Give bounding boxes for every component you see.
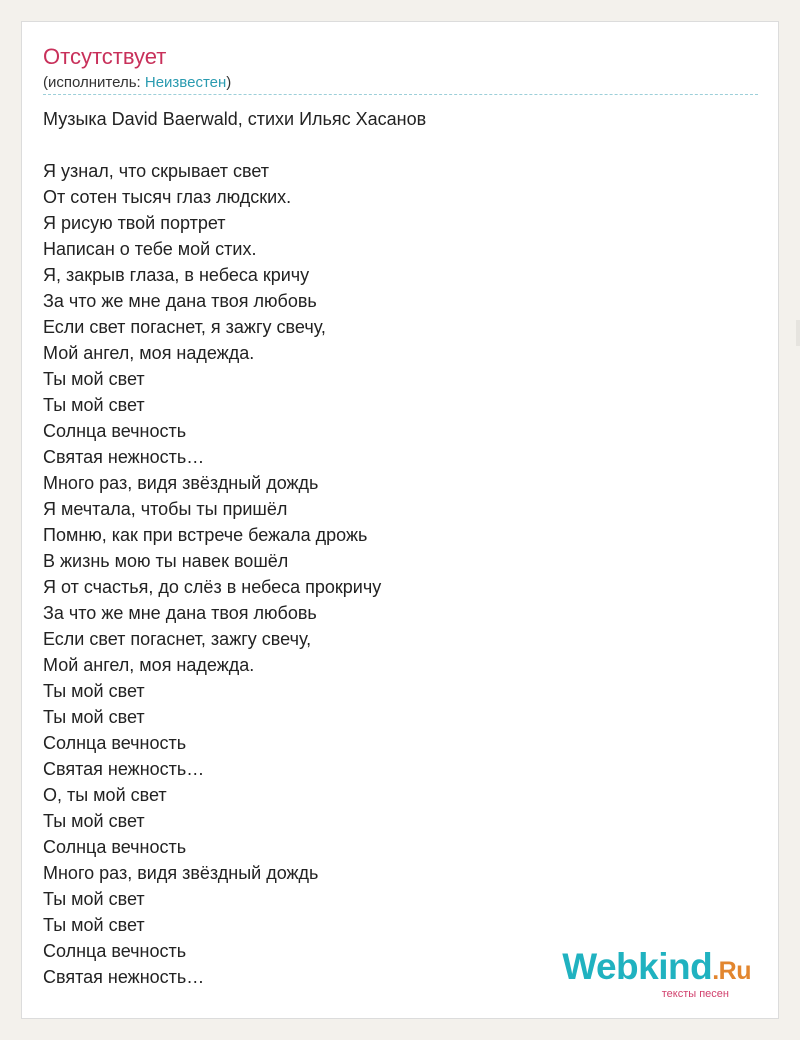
lyric-line: Ты мой свет bbox=[43, 681, 145, 701]
lyric-line: Ты мой свет bbox=[43, 707, 145, 727]
lyric-line: От сотен тысяч глаз людских. bbox=[43, 187, 292, 207]
logo-name: Webkind bbox=[562, 946, 713, 987]
lyric-line: За что же мне дана твоя любовь bbox=[43, 603, 317, 623]
artist-prefix: (исполнитель: bbox=[43, 74, 145, 91]
lyrics-card bbox=[21, 21, 779, 1019]
lyric-line: Если свет погаснет, я зажгу свечу, bbox=[43, 317, 326, 337]
lyric-line: О, ты мой свет bbox=[43, 785, 167, 805]
artist-line bbox=[43, 73, 231, 93]
lyric-line: Солнца вечность bbox=[43, 837, 187, 857]
lyric-line: Мой ангел, моя надежда. bbox=[43, 655, 255, 675]
scrollbar[interactable] bbox=[796, 320, 800, 346]
lyric-line: Ты мой свет bbox=[43, 915, 145, 935]
lyric-line: Святая нежность… bbox=[43, 447, 205, 467]
lyric-line: В жизнь мою ты навек вошёл bbox=[43, 551, 289, 571]
lyric-line: Святая нежность… bbox=[43, 759, 205, 779]
lyric-line: Ты мой свет bbox=[43, 369, 145, 389]
artist-suffix: ) bbox=[226, 74, 232, 91]
lyric-line: Ты мой свет bbox=[43, 811, 145, 831]
header-divider bbox=[43, 94, 758, 95]
artist-link[interactable]: Неизвестен bbox=[144, 74, 227, 91]
lyric-line: Солнца вечность bbox=[43, 733, 187, 753]
logo-tld: .Ru bbox=[712, 957, 751, 985]
lyric-line: Много раз, видя звёздный дождь bbox=[43, 473, 319, 493]
lyric-line: Написан о тебе мой стих. bbox=[43, 239, 257, 259]
lyric-line: Я рисую твой портрет bbox=[43, 213, 226, 233]
lyric-line: Много раз, видя звёздный дождь bbox=[43, 863, 319, 883]
lyric-line: Ты мой свет bbox=[43, 889, 145, 909]
site-logo[interactable] bbox=[562, 947, 751, 1000]
song-credits: Музыка David Baerwald, стихи Ильяс Хасанов bbox=[43, 109, 427, 129]
lyric-line: Я узнал, что скрывает свет bbox=[43, 161, 270, 181]
lyric-line: Я мечтала, чтобы ты пришёл bbox=[43, 499, 288, 519]
lyrics-text bbox=[43, 158, 381, 990]
lyric-line: Мой ангел, моя надежда. bbox=[43, 343, 255, 363]
lyric-line: Солнца вечность bbox=[43, 421, 187, 441]
lyric-line: За что же мне дана твоя любовь bbox=[43, 291, 317, 311]
lyric-line: Я от счастья, до слёз в небеса прокричу bbox=[43, 577, 382, 597]
logo-tagline: тексты песен bbox=[661, 988, 729, 1000]
lyric-line: Ты мой свет bbox=[43, 395, 145, 415]
lyric-line: Если свет погаснет, зажгу свечу, bbox=[43, 629, 312, 649]
lyric-line: Святая нежность… bbox=[43, 967, 205, 987]
lyric-line: Я, закрыв глаза, в небеса кричу bbox=[43, 265, 310, 285]
lyric-line: Помню, как при встрече бежала дрожь bbox=[43, 525, 368, 545]
lyric-line: Солнца вечность bbox=[43, 941, 187, 961]
song-title: Отсутствует bbox=[43, 44, 167, 69]
